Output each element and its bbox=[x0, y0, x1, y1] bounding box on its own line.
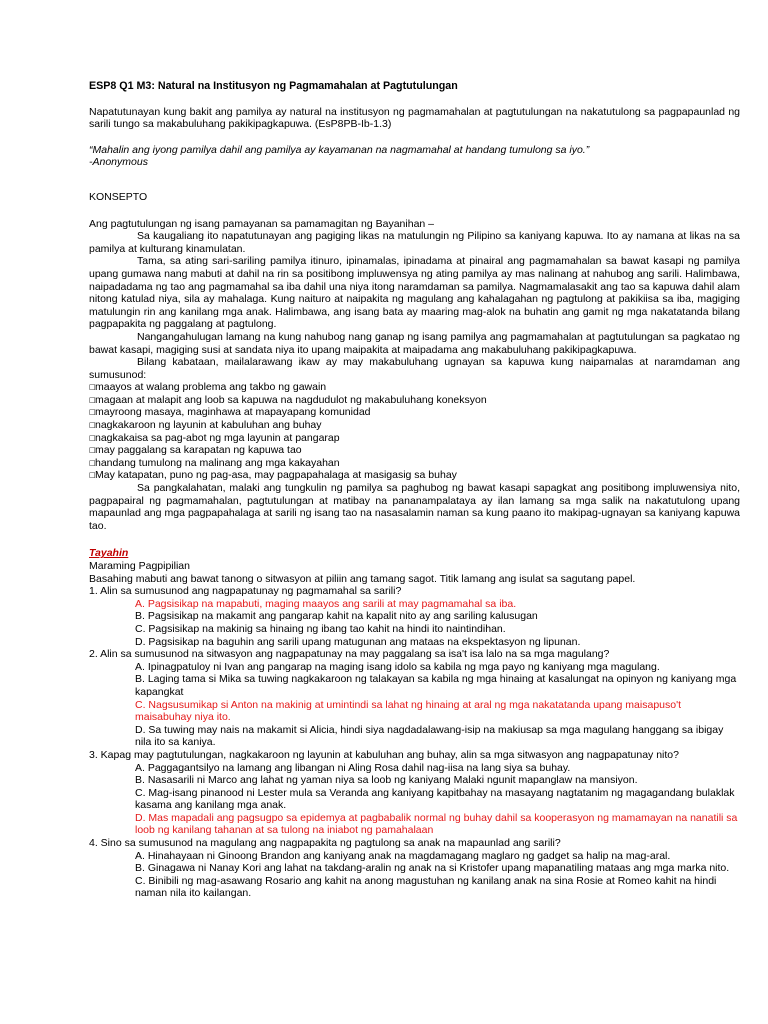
question-text: 1. Alin sa sumusunod ang nagpapatunay ng pagmamahal sa sarili? bbox=[89, 585, 402, 598]
answer-choice: B. Nasasarili ni Marco ang lahat ng yaman niya sa loob ng kaniyang Malaki ngunit mapanglaw na mansiyon. bbox=[135, 774, 638, 787]
checkbox-bullet-icon: □ bbox=[89, 421, 96, 430]
checkbox-bullet-icon: □ bbox=[89, 433, 96, 442]
konsepto-heading: KONSEPTO bbox=[89, 190, 148, 203]
answer-choice: C. Pagsisikap na makinig sa hinaing ng ibang tao kahit na hindi ito naintindihan. bbox=[135, 622, 506, 635]
question-text: 2. Alin sa sumusunod na sitwasyon ang nagpapatunay na may paggalang sa isa't isa lalo na sa mga magulang? bbox=[89, 648, 610, 661]
answer-choice: B. Ginagawa ni Nanay Kori ang lahat na takdang-aralin ng anak na si Kristofer upang mapanatiling mataas ang mga marka nito. bbox=[135, 862, 730, 875]
tayahin-subheading: Maraming Pagpipilian bbox=[89, 560, 190, 572]
quote-author: -Anonymous bbox=[89, 156, 148, 169]
list-item-text: may paggalang sa karapatan ng kapuwa tao bbox=[95, 444, 302, 457]
list-item-text: magaan at malapit ang loob sa kapuwa na nagdudulot ng makabuluhang koneksyon bbox=[95, 393, 487, 406]
list-item-text: handang tumulong na malinang ang mga kakayahan bbox=[95, 456, 340, 469]
list-item bbox=[89, 432, 740, 445]
quote-text: “Mahalin ang iyong pamilya dahil ang pamilya ay kayamanan na nagmamahal at handang tumulong sa iyo.” bbox=[89, 143, 590, 156]
answer-choice: D. Pagsisikap na baguhin ang sarili upang matugunan ang mataas na ekspektasyon ng lipunan. bbox=[135, 635, 581, 648]
list-item bbox=[89, 419, 740, 432]
question-text: 3. Kapag may pagtutulungan, nagkakaroon ng layunin at kabuluhan ang buhay, alin sa mga sitwasyon ang nagpapatunay nito? bbox=[89, 748, 679, 761]
list-item-text: maayos at walang problema ang takbo ng gawain bbox=[95, 381, 327, 394]
konsepto-body bbox=[89, 218, 740, 533]
tayahin-heading: Tayahin bbox=[89, 547, 129, 560]
question-item bbox=[89, 648, 740, 749]
learning-objective: Napatutunayan kung bakit ang pamilya ay natural na institusyon ng pagmamahalan at pagtutulungan na nakatutulong sa pagpapaunlad ng sarili tungo sa makabuluhang pakikipagkapuwa. (EsP8PB-Ib-1.3) bbox=[89, 105, 740, 131]
answer-choice: C. Binibili ng mag-asawang Rosario ang kahit na anong magustuhan ng kanilang anak na sina Rosie at Romeo kahit na hindi naman nila ito kailangan. bbox=[135, 874, 717, 900]
checkbox-bullet-icon: □ bbox=[89, 446, 96, 455]
question-text: 4. Sino sa sumusunod na magulang ang nagpapakita ng pagtulong sa anak na mapaunlad ang sarili? bbox=[89, 837, 561, 850]
list-item bbox=[89, 406, 740, 419]
tayahin-instruction: Basahing mabuti ang bawat tanong o sitwasyon at piliin ang tamang sagot. Titik lamang ang isulat sa sagutang papel. bbox=[89, 572, 636, 585]
konsepto-intro: Ang pagtutulungan ng isang pamayanan sa pamamagitan ng Bayanihan – bbox=[89, 217, 435, 230]
list-item-text: May katapatan, puno ng pag-asa, may pagpapahalaga at masigasig sa buhay bbox=[95, 469, 457, 482]
list-item-text: nagkakaisa sa pag-abot ng mga layunin at pangarap bbox=[95, 431, 340, 444]
answer-choice: A. Paggagantsilyo na lamang ang libangan ni Aling Rosa dahil nag-iisa na lang siya sa buhay. bbox=[135, 761, 571, 774]
bullet-list bbox=[89, 381, 740, 482]
answer-choice: A. Pagsisikap na mapabuti, maging maayos ang sarili at may pagmamahal sa iba. bbox=[135, 597, 517, 610]
list-item bbox=[89, 469, 740, 482]
checkbox-bullet-icon: □ bbox=[89, 458, 96, 467]
list-item bbox=[89, 381, 740, 394]
checkbox-bullet-icon: □ bbox=[89, 471, 96, 480]
answer-choice: D. Sa tuwing may nais na makamit si Alicia, hindi siya nagdadalawang-isip na makiusap sa mga magulang hanggang sa ibigay nila ito sa kaniya. bbox=[135, 723, 724, 749]
checkbox-bullet-icon: □ bbox=[89, 383, 96, 392]
quote-block bbox=[89, 144, 740, 169]
list-item bbox=[89, 444, 740, 457]
question-list bbox=[89, 585, 740, 900]
konsepto-paragraph: Sa kaugaliang ito napatutunayan ang pagiging likas na matulungin ng Pilipino sa kaniyang kapuwa. Ito ay namana at likas na sa pamilya at kulturang kinamulatan. bbox=[89, 230, 740, 255]
konsepto-paragraph: Bilang kabataan, mailalarawang ikaw ay may makabuluhang ugnayan sa kapuwa kung naipamalas at naramdaman ang sumusunod: bbox=[89, 356, 740, 381]
checkbox-bullet-icon: □ bbox=[89, 408, 96, 417]
question-item bbox=[89, 837, 740, 900]
list-item bbox=[89, 457, 740, 470]
question-item bbox=[89, 749, 740, 837]
question-item bbox=[89, 585, 740, 648]
answer-choice: D. Mas mapadali ang pagsugpo sa epidemya at pagbabalik normal ng buhay dahil sa kooperasyon ng mamamayan na nanatili sa loob ng kanilang tahanan at sa tulong na iniabot ng pamahalaan bbox=[135, 811, 738, 837]
list-item-text: nagkakaroon ng layunin at kabuluhan ang buhay bbox=[95, 419, 322, 432]
list-item bbox=[89, 394, 740, 407]
list-item-text: mayroong masaya, maginhawa at mapayapang komunidad bbox=[95, 406, 371, 419]
answer-choice: A. Ipinagpatuloy ni Ivan ang pangarap na maging isang idolo sa kabila ng mga payo ng kaniyang mga magulang. bbox=[135, 660, 660, 673]
konsepto-paragraph: Tama, sa ating sari-sariling pamilya itinuro, ipinamalas, ipinadama at pinairal ang pagmamahalan sa bawat kasapi ng pamilya upang gumawa nang mabuti at dahil na rin sa positibong impluwensya ng ating pamilya ay mas nalinang at nahubog ang sarili. Halimbawa, naipadadama ng tao ang pagmamahal sa iba dahil una niya itong naramdaman sa pamilya. Nagmamalasakit ang tao sa kapuwa dahil alam nitong katulad niya, sila ay mahalaga. Kung naituro at naipakita ng magulang ang kahalagahan ng pagtulong at pakikiisa sa iba, magiging matulungin rin ang kanilang mga anak. Halimbawa, ang isang bata ay maaring mag-alok na buhatin ang gamit ng mga nakatatanda bilang pagpapakita ng paggalang at pagtulong. bbox=[89, 255, 740, 331]
answer-choice: C. Mag-isang pinanood ni Lester mula sa Veranda ang kaniyang kapitbahay na masayang nagtatanim ng magagandang bulaklak kasama ang kanilang mga anak. bbox=[135, 786, 735, 812]
answer-choice: B. Laging tama si Mika sa tuwing nagkakaroon ng talakayan sa kabila ng mga hinaing at kasalungat na opinyon ng kaniyang mga kapangkat bbox=[135, 673, 737, 698]
document-page bbox=[89, 70, 740, 900]
konsepto-paragraph: Nangangahulugan lamang na kung nahubog nang ganap ng isang pamilya ang pagmamahalan at pagtutulungan sa pagkatao ng bawat kasapi, magiging susi at sandata niya ito upang maipakita at maipadama ang makabuluhang pakikipagkapuwa. bbox=[89, 330, 740, 356]
answer-choice: B. Pagsisikap na makamit ang pangarap kahit na kapalit nito ay ang sariling kalusugan bbox=[135, 610, 538, 623]
checkbox-bullet-icon: □ bbox=[89, 395, 96, 404]
konsepto-closing: Sa pangkalahatan, malaki ang tungkulin ng pamilya sa paghubog ng bawat kasapi sapagkat ang positibong impluwensiya nito, pagpapairal ng pagmamahalan, pagtutulungan at matibay na pananampalataya ay ilan lamang sa mga salik na nakatutulong upang mapaunlad ang mga pagpapahalaga at sarili ng isang tao na nasasalamin naman sa kung paano ito makipag-ugnayan sa kaniyang kapuwa tao. bbox=[89, 482, 740, 532]
answer-choice: C. Nagsusumikap si Anton na makinig at umintindi sa lahat ng hinaing at aral ng mga nakatatanda upang maisapuso't maisabuhay niya ito. bbox=[135, 698, 682, 724]
answer-choice: A. Hinahayaan ni Ginoong Brandon ang kaniyang anak na magdamagang maglaro ng gadget sa halip na mag-aral. bbox=[135, 849, 671, 862]
module-title: ESP8 Q1 M3: Natural na Institusyon ng Pagmamahalan at Pagtutulungan bbox=[89, 80, 458, 92]
